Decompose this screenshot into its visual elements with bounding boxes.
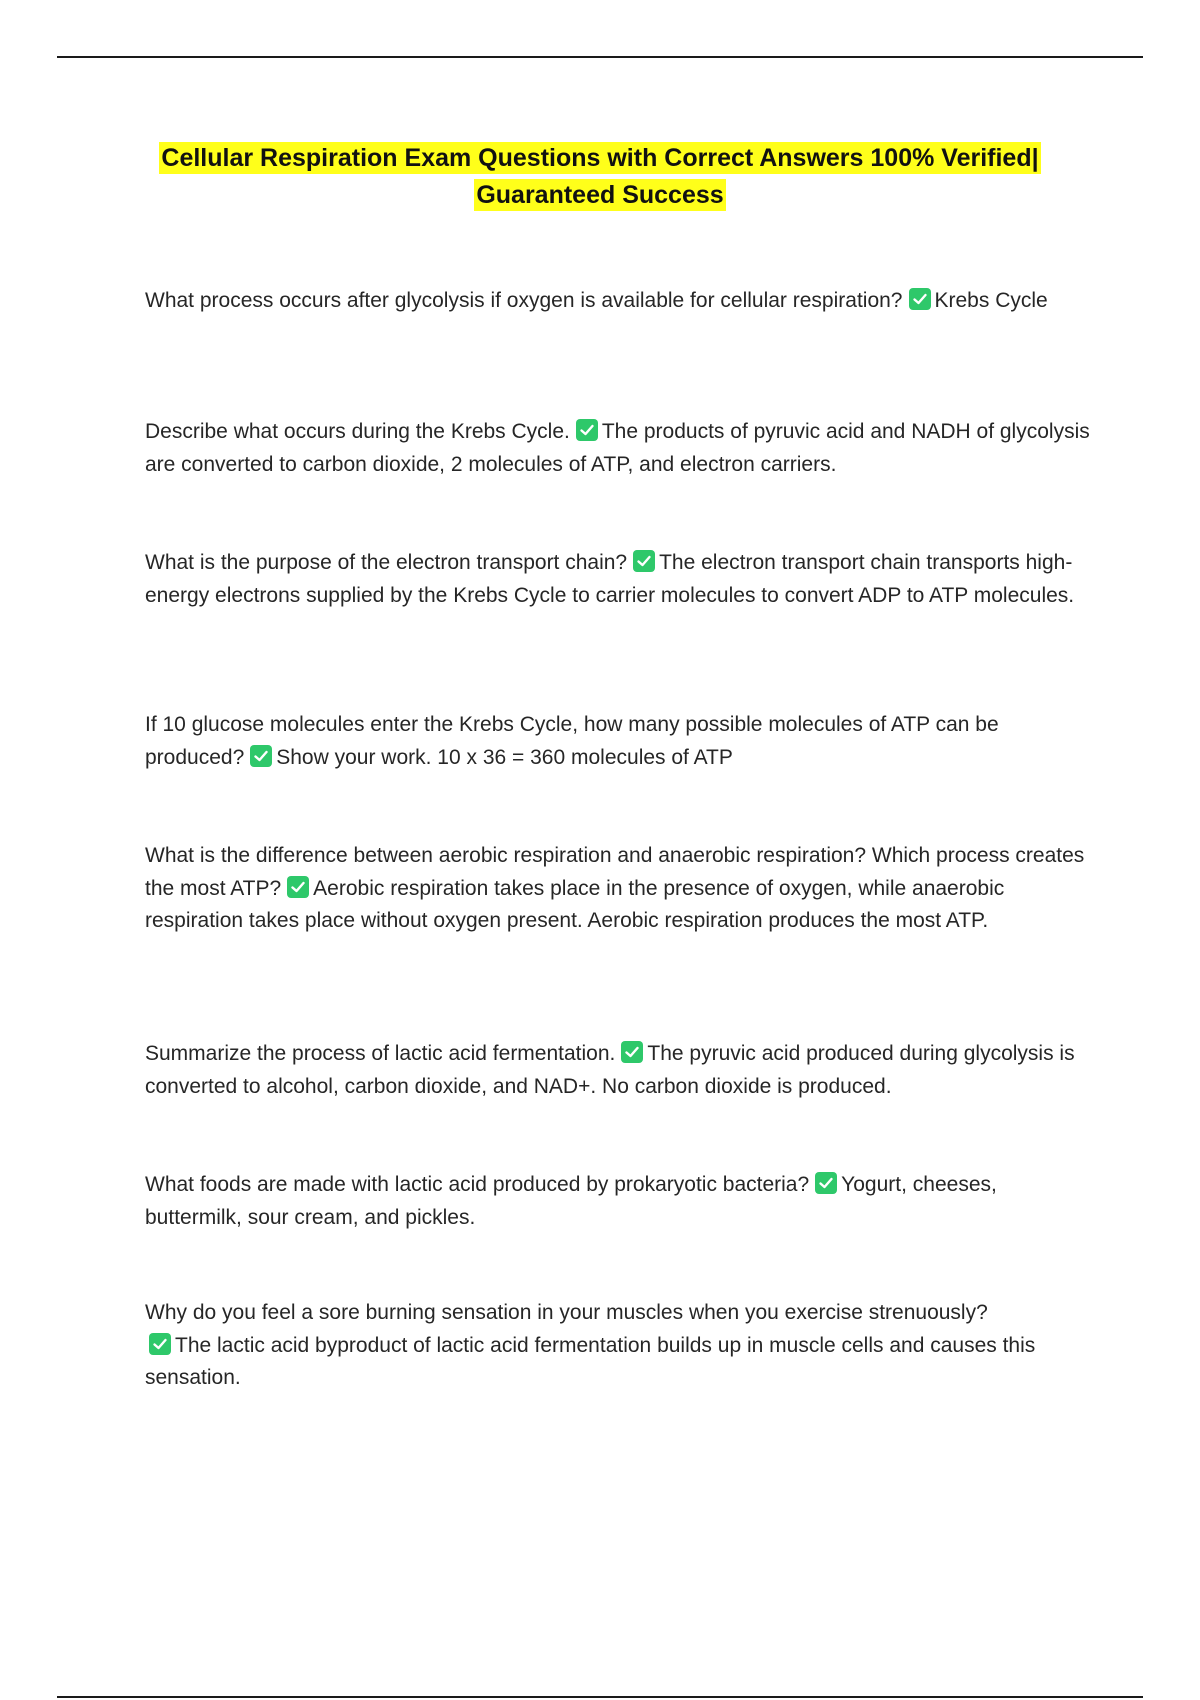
question-text: Describe what occurs during the Krebs Cycle. <box>145 420 570 443</box>
qa-item <box>145 1297 1095 1395</box>
check-mark-icon <box>909 288 931 310</box>
answer-text: The products of pyruvic acid and NADH of glycolysis are converted to carbon dioxide, 2 molecules of ATP, and electron carriers. <box>145 420 1090 476</box>
title-line-1: Cellular Respiration Exam Questions with Correct Answers 100% Verified| <box>161 144 1039 172</box>
document-title <box>120 140 1080 214</box>
check-mark-icon <box>576 419 598 441</box>
answer-text: Yogurt, cheeses, buttermilk, sour cream, and pickles. <box>145 1173 997 1229</box>
check-mark-icon <box>287 876 309 898</box>
check-mark-icon <box>633 550 655 572</box>
answer-text: The pyruvic acid produced during glycolysis is converted to alcohol, carbon dioxide, and NAD+. No carbon dioxide is produced. <box>145 1042 1075 1098</box>
question-text: What is the difference between aerobic respiration and anaerobic respiration? Which process creates the most ATP? <box>145 844 1085 900</box>
question-text: What foods are made with lactic acid produced by prokaryotic bacteria? <box>145 1173 810 1196</box>
check-mark-icon <box>815 1172 837 1194</box>
answer-text: Show your work. 10 x 36 = 360 molecules of ATP <box>276 745 733 769</box>
answer-text: The lactic acid byproduct of lactic acid fermentation builds up in muscle cells and causes this sensation. <box>145 1333 1036 1389</box>
question-text: What is the purpose of the electron transport chain? <box>145 551 628 574</box>
qa-item <box>145 709 1095 774</box>
bottom-divider <box>57 1696 1143 1698</box>
check-mark-icon <box>621 1041 643 1063</box>
question-text: If 10 glucose molecules enter the Krebs Cycle, how many possible molecules of ATP can be produced? <box>145 713 999 769</box>
qa-item <box>145 840 1095 938</box>
top-divider <box>57 56 1143 58</box>
question-text: Summarize the process of lactic acid fermentation. <box>145 1042 616 1065</box>
question-text: Why do you feel a sore burning sensation in your muscles when you exercise strenuously? <box>145 1301 988 1324</box>
title-line-2: Guaranteed Success <box>476 181 724 209</box>
check-mark-icon <box>149 1333 171 1355</box>
answer-text: Aerobic respiration takes place in the presence of oxygen, while anaerobic respiration takes place without oxygen present. Aerobic respiration produces the most ATP. <box>145 876 1005 932</box>
qa-item <box>145 1038 1095 1103</box>
check-mark-icon <box>250 745 272 767</box>
answer-text: The electron transport chain transports high-energy electrons supplied by the Krebs Cycle to carrier molecules to convert ADP to ATP molecules. <box>145 551 1075 607</box>
qa-item <box>145 1169 1095 1234</box>
answer-text: Krebs Cycle <box>934 289 1048 312</box>
qa-item <box>145 285 1095 318</box>
qa-item <box>145 547 1095 612</box>
question-text: What process occurs after glycolysis if oxygen is available for cellular respiration? <box>145 289 903 312</box>
qa-item <box>145 416 1095 481</box>
